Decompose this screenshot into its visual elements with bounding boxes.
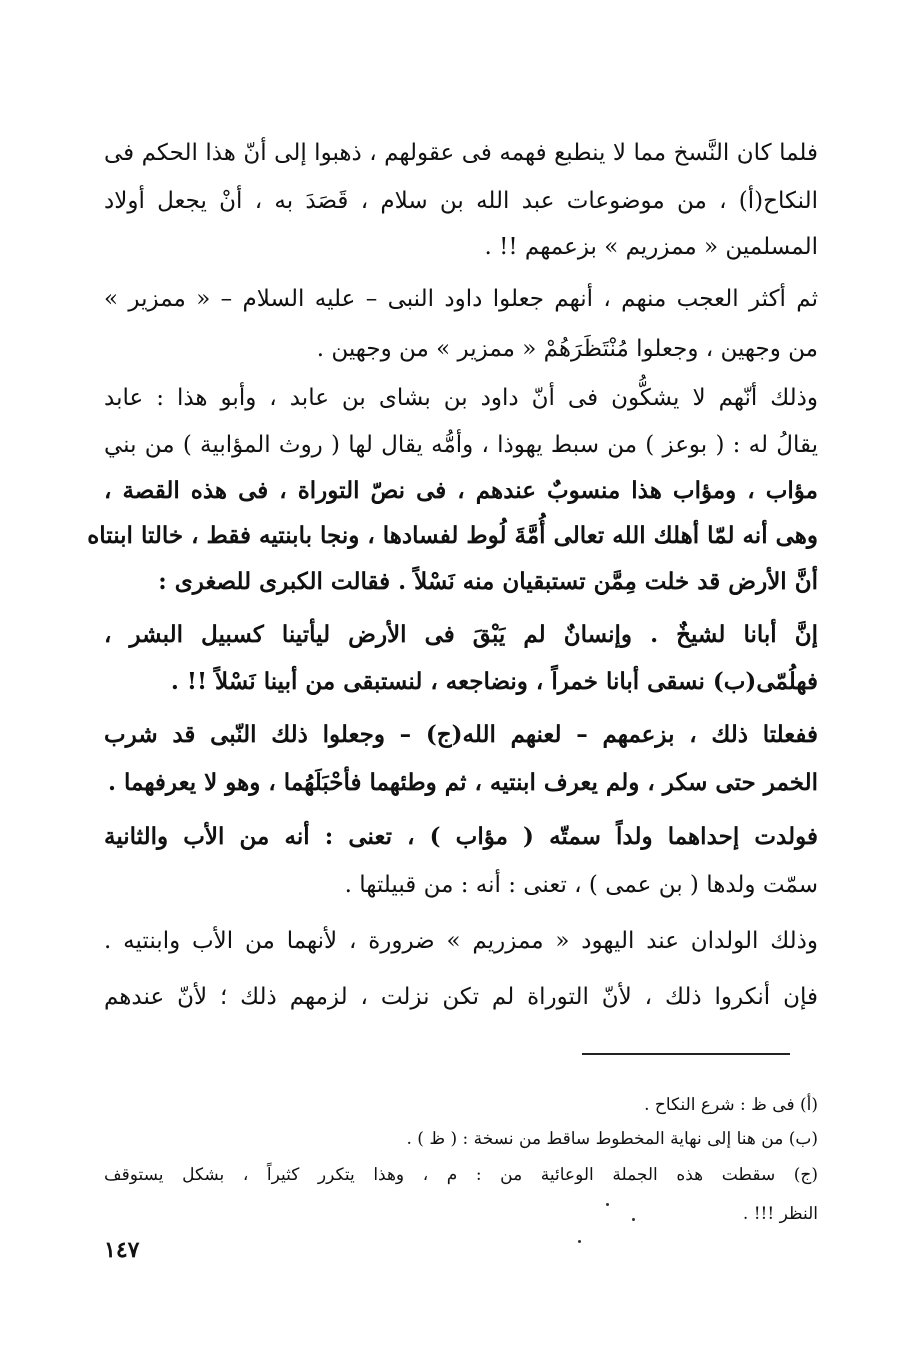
footnote-separator [582,1053,790,1055]
body-line-18: فإن أنكروا ذلك ، لأنّ التوراة لم تكن نزلت ، لزمهم ذلك ؛ لأنّ عندهم [104,984,818,1010]
body-line-8: مؤاب ، ومؤاب هذا منسوبٌ عندهم ، فى نصّ التوراة ، فى هذه القصة ، [104,477,818,504]
body-line-13: ففعلتا ذلك ، بزعمهم – لعنهم الله(ج) – وجعلوا ذلك النّبى قد شرب [104,721,818,748]
speck-mark [606,1203,609,1206]
page-number: ١٤٧ [104,1237,140,1263]
body-line-14: الخمر حتى سكر ، ولم يعرف ابنتيه ، ثم وطئهما فأحْبَلَهُما ، وهو لا يعرفهما . [108,769,818,796]
body-line-5: من وجهين ، وجعلوا مُنْتَظَرَهُمْ « ممزير » من وجهين . [316,336,818,362]
footnote-b: (ب) من هنا إلى نهاية المخطوط ساقط من نسخة : ( ظ ) . [406,1129,818,1149]
body-line-3: المسلمين « ممزريم » بزعمهم !! . [484,234,818,260]
body-line-7: يقالُ له : ( بوعز ) من سبط يهوذا ، وأمُّه يقال لها ( روث المؤابية ) من بني [104,432,818,458]
body-line-16: سمّت ولدها ( بن عمى ) ، تعنى : أنه : من قبيلتها . [344,872,818,898]
body-line-4: ثم أكثر العجب منهم ، أنهم جعلوا داود النبى – عليه السلام – « ممزير » [104,286,818,312]
body-line-2: النكاح(أ) ، من موضوعات عبد الله بن سلام ، قَصَدَ به ، أنْ يجعل أولاد [104,188,818,214]
verse-line-2: فهلُمّى(ب) نسقى أبانا خمراً ، ونضاجعه ، لنستبقى من أبينا نَسْلاً !! . [170,668,818,695]
body-line-17: وذلك الولدان عند اليهود « ممزريم » ضرورة ، لأنهما من الأب وابنتيه . [104,928,818,954]
speck-mark [578,1240,581,1243]
footnote-a: (أ) فى ظ : شرع النكاح . [644,1095,818,1115]
speck-mark [632,1218,635,1221]
body-line-10: أنَّ الأرض قد خلت مِمَّن تستبقيان منه نَسْلاً . فقالت الكبرى للصغرى : [158,568,818,595]
body-line-15: فولدت إحداهما ولداً سمتّه ( مؤاب ) ، تعنى : أنه من الأب والثانية [104,823,818,850]
footnote-c: (ج) سقطت هذه الجملة الوعائية من : م ، وهذا يتكرر كثيراً ، بشكل يستوقف [104,1165,818,1185]
body-line-1: فلما كان النَّسخ مما لا ينطبع فهمه فى عقولهم ، ذهبوا إلى أنّ هذا الحكم فى [104,140,818,166]
body-line-9: وهى أنه لمّا أهلك الله تعالى أُمَّةَ لُوط لفسادها ، ونجا بابنتيه فقط ، خالتا ابنتاه [87,522,818,549]
verse-line-1: إنَّ أبانا لشيخٌ . وإنسانٌ لم يَبْقَ فى الأرض ليأتينا كسبيل البشر ، [104,621,818,648]
footnote-c-continued: النظر !!! . [742,1204,818,1224]
body-line-6: وذلك أنّهم لا يشكُّون فى أنّ داود بن بشاى بن عابد ، وأبو هذا : عابد [104,385,818,411]
